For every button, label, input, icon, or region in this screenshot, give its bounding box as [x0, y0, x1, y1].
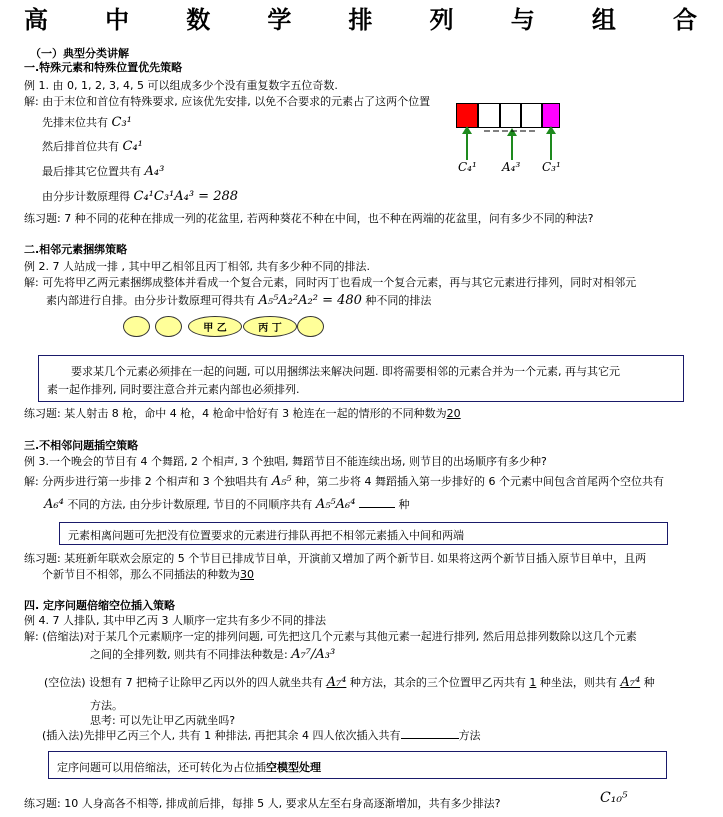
section-heading-main: （一）典型分类讲解: [30, 47, 129, 60]
bundle-oval-bing-ding: 丙 丁: [243, 316, 297, 337]
exercise3-line2: [42, 566, 254, 582]
exercise2-text: 练习题: 某人射击 8 枪，命中 4 枪，4 枪命中恰好有 3 枪连在一起的情形的不同种数为: [24, 407, 447, 420]
diag-label-mid: A₄³: [502, 160, 521, 174]
title-char: 中: [105, 5, 130, 34]
step2: [42, 138, 143, 154]
arrow-left-head: [462, 126, 472, 134]
solution3a: 解: 分两步进行第一步排 2 个相声和 3 个独唱共有: [24, 475, 269, 488]
step2-math: C₄¹: [122, 139, 143, 154]
method2d: 种: [643, 676, 655, 689]
exercise3-answer: 30: [240, 568, 254, 581]
method1-math: A₇⁷/A₃³: [291, 647, 336, 662]
method3: [42, 727, 481, 743]
page-title: [0, 0, 723, 34]
method2c: 种坐法，则共有: [539, 676, 617, 689]
position-arrows: [450, 126, 570, 162]
solution3c: 不同的方法, 由分步计数原理, 节目的不同顺序共有: [67, 498, 313, 511]
method2a: (空位法) 设想有 7 把椅子让除甲乙丙以外的四人就坐共有: [44, 676, 324, 689]
note-line1: 要求某几个元素必须排在一起的问题, 可以用捆绑法来解决问题. 即将需要相邻的元素合并为一个元素, 再与其它元: [71, 365, 620, 378]
method2-blank: 1: [529, 676, 537, 689]
title-char: 数: [186, 5, 211, 34]
title-char: 高: [24, 5, 48, 34]
last-position-cell: [542, 103, 560, 128]
arrow-mid-head: [507, 128, 517, 136]
title-char: 合: [673, 5, 697, 34]
step3: [42, 163, 164, 179]
section2-heading: 二.相邻元素捆绑策略: [24, 243, 128, 256]
note-line2: 素一起作排列, 同时要注意合并元素内部也必须排列.: [47, 383, 300, 396]
solution2-math: A₅⁵A₂²A₂² = 480: [258, 293, 362, 308]
example3-solution-line2: [44, 496, 409, 512]
solution3-math3: A₅⁵A₆⁴: [315, 497, 356, 512]
step3-math: A₄³: [144, 164, 165, 179]
section3-heading: 三.不相邻问题插空策略: [24, 439, 139, 452]
element-oval: [123, 316, 150, 337]
solution3-math: A₅⁵: [271, 474, 292, 489]
diag-label-right: C₃¹: [542, 160, 561, 174]
first-position-cell: [456, 103, 478, 128]
method1-line1: 解: (倍缩法)对于某几个元素顺序一定的排列问题, 可先把这几个元素与其他元素一起进行排列, 然后用总排列数除以这几个元素: [24, 630, 637, 643]
note-box-insertion: [59, 522, 668, 545]
element-oval: [155, 316, 182, 337]
example4: 例 4. 7 人排队, 其中甲乙丙 3 人顺序一定共有多少不同的排法: [24, 614, 326, 627]
think-question: 思考: 可以先让甲乙丙就坐吗?: [90, 714, 236, 727]
example1: 例 1. 由 0, 1, 2, 3, 4, 5 可以组成多少个没有重复数字五位奇数.: [24, 79, 338, 92]
exercise2: [24, 405, 461, 421]
bundle-oval-jia-yi: 甲 乙: [188, 316, 242, 337]
exercise3-line1: 练习题: 某班新年联欢会原定的 5 个节目已排成节目单，开演前又增加了两个新节目. 如果将这两个新节目插入原节目单中，且两: [24, 552, 647, 565]
step4-math: C₄¹C₃¹A₄³ = 288: [133, 189, 239, 204]
diag-label-left: C₄¹: [458, 160, 477, 174]
method1-line2: [90, 646, 335, 662]
solution3b: 种，第二步将 4 舞蹈插入第一步排好的 6 个元素中间包含首尾两个空位共有: [295, 475, 664, 488]
step1-text: 先排末位共有: [42, 116, 108, 129]
step1: [42, 114, 132, 130]
step1-math: C₃¹: [111, 115, 132, 130]
method2-math2: A₇⁴: [620, 675, 641, 690]
note-box-bundling: [38, 355, 684, 402]
example3: 例 3.一个晚会的节目有 4 个舞蹈, 2 个相声, 3 个独唱, 舞蹈节目不能连续出场, 则节目的出场顺序有多少种?: [24, 455, 547, 468]
exercise4: 练习题: 10 人身高各不相等, 排成前后排，每排 5 人, 要求从左至右身高逐渐增加，共有多少排法?: [24, 797, 501, 810]
exercise2-answer: 20: [446, 407, 461, 420]
method2-math: A₇⁴: [326, 675, 347, 690]
solution3d: 种: [398, 498, 410, 511]
middle-cell: [521, 103, 542, 128]
example3-solution-line1: [24, 473, 664, 489]
method2-line2: 方法。: [90, 699, 123, 712]
method1-text: 之间的全排列数, 则共有不同排法种数是:: [90, 648, 288, 661]
step3-text: 最后排其它位置共有: [42, 165, 141, 178]
title-char: 与: [510, 5, 535, 34]
element-oval: [297, 316, 324, 337]
exercise3-text: 个新节目不相邻，那么不同插法的种数为: [42, 568, 240, 581]
solution3-math2: A₆⁴: [44, 497, 64, 512]
title-char: 列: [429, 5, 454, 34]
arrow-right-head: [546, 126, 556, 134]
method3-blank: [401, 738, 459, 739]
example2-solution-line2: [46, 292, 431, 308]
note3-text: 元素相离问题可先把没有位置要求的元素进行排队再把不相邻元素插入中间和两端: [68, 529, 464, 542]
note4b: 空模型处理: [266, 761, 321, 774]
title-char: 排: [348, 5, 373, 34]
title-char: 组: [591, 5, 616, 34]
section1-heading: 一.特殊元素和特殊位置优先策略: [24, 61, 183, 74]
exercise4-answer: C₁₀⁵: [600, 790, 628, 806]
note4: [57, 759, 321, 775]
exercise1: 练习题: 7 种不同的花种在排成一列的花盆里, 若两种葵花不种在中间，也不种在两端的花盆里，问有多少不同的种法?: [24, 212, 594, 225]
section4-heading: 四. 定序问题倍缩空位插入策略: [24, 599, 176, 612]
middle-cell: [500, 103, 521, 128]
note-box-fixed-order: [48, 751, 667, 779]
middle-cell: [478, 103, 500, 128]
step4: [42, 188, 238, 204]
solution2-text: 素内部进行自排。由分步计数原理可得共有: [46, 294, 255, 307]
method3-text: (插入法)先排甲乙丙三个人, 共有 1 种排法, 再把其余 4 四人依次插入共有: [42, 729, 401, 742]
method3-tail: 方法: [458, 729, 481, 742]
step2-text: 然后排首位共有: [42, 140, 119, 153]
method2b: 种方法，其余的三个位置甲乙丙共有: [349, 676, 526, 689]
example2-solution-line1: 解: 可先将甲乙两元素捆绑成整体并看成一个复合元素，同时丙丁也看成一个复合元素，再与其它元素进行排列，同时对相邻元: [24, 276, 637, 289]
example2: 例 2. 7 人站成一排 , 其中甲乙相邻且丙丁相邻, 共有多少种不同的排法.: [24, 260, 370, 273]
answer-blank: [359, 507, 395, 508]
example1-solution: 解: 由于末位和首位有特殊要求, 应该优先安排, 以免不合要求的元素占了这两个位置: [24, 95, 431, 108]
method2-line1: [44, 674, 655, 690]
title-char: 学: [267, 5, 292, 34]
note4a: 定序问题可以用倍缩法，还可转化为占位插: [57, 761, 266, 774]
solution2-tail: 种不同的排法: [365, 294, 432, 307]
step4-text: 由分步计数原理得: [42, 190, 130, 203]
